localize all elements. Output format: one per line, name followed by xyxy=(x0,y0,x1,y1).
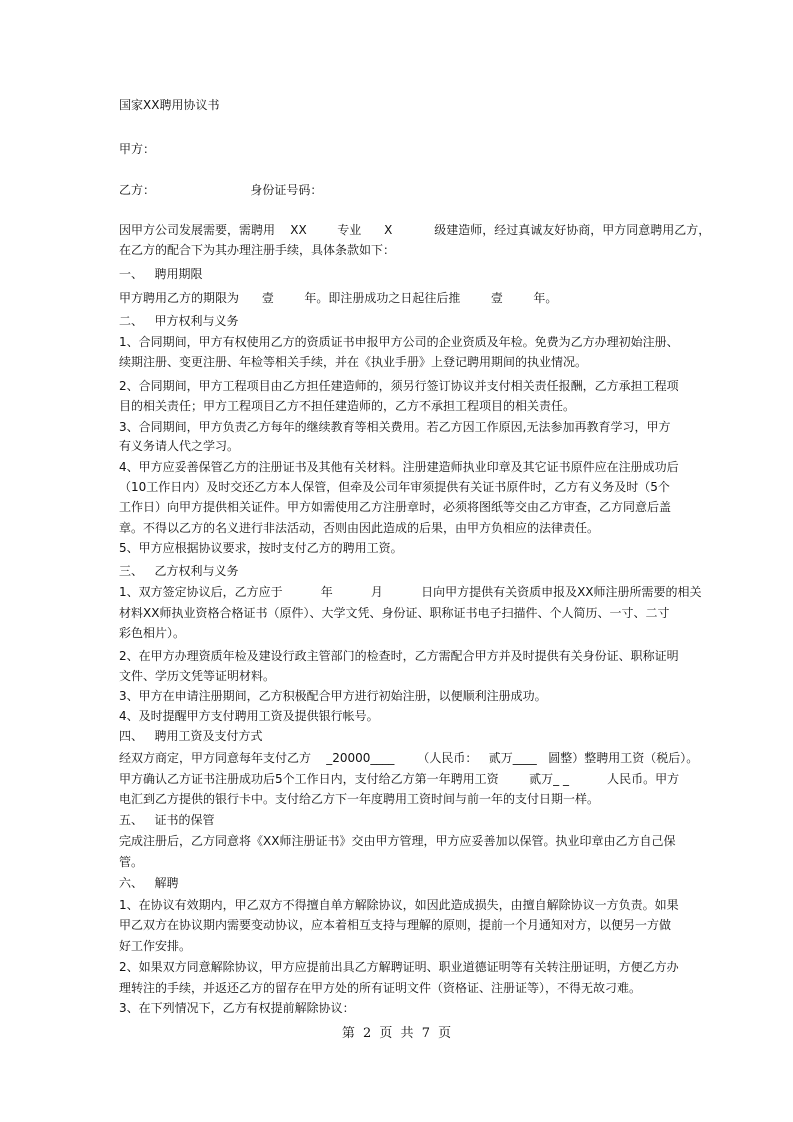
paragraph-line: 三、 乙方权利与义务 xyxy=(119,564,239,578)
paragraph-line: 四、 聘用工资及支付方式 xyxy=(119,729,263,743)
paragraph-line: 4、甲方应妥善保管乙方的注册证书及其他有关材料。注册建造师执业印章及其它证书原件应在注册成功后 xyxy=(119,460,679,474)
paragraph-line: 2、在甲方办理资质年检及建设行政主管部门的检查时，乙方需配合甲方并及时提供有关身份证、职称证明 xyxy=(119,649,679,663)
paragraph-line: 二、 甲方权利与义务 xyxy=(119,314,239,328)
paragraph-line: 3、甲方在申请注册期间，乙方积极配合甲方进行初始注册，以便顺利注册成功。 xyxy=(119,689,547,703)
paragraph-line: 理转注的手续，并返还乙方的留存在甲方处的所有证明文件（资格证、注册证等），不得无故刁难。 xyxy=(119,981,642,995)
paragraph-line: 2、如果双方同意解除协议，甲方应提前出具乙方解聘证明、职业道德证明等有关转注册证明，方便乙方办 xyxy=(119,960,679,974)
paragraph-line: 电汇到乙方提供的银行卡中。支付给乙方下一年度聘用工资时间与前一年的支付日期一样。 xyxy=(119,792,600,806)
page-number: 第 2 页 共 7 页 xyxy=(341,1026,452,1041)
paragraph-line: 1、在协议有效期内，甲乙双方不得擅自单方解除协议，如因此造成损失，由擅自解除协议一方负责。如果 xyxy=(119,898,679,912)
paragraph-line: 4、及时提醒甲方支付聘用工资及提供银行帐号。 xyxy=(119,709,379,723)
paragraph-line: 5、甲方应根据协议要求，按时支付乙方的聘用工资。 xyxy=(119,541,403,555)
paragraph-line: 六、 解聘 xyxy=(119,876,179,890)
party-b-line: 乙方： 身份证号码： xyxy=(119,183,323,197)
paragraph-line: 目的相关责任；甲方工程项目乙方不担任建造师的，乙方不承担工程项目的相关责任。 xyxy=(119,399,576,413)
paragraph-line: 五、 证书的保管 xyxy=(119,813,215,827)
paragraph-line: 甲方聘用乙方的期限为 壹 年。即注册成功之日起往后推 壹 年。 xyxy=(119,291,558,305)
paragraph-line: 一、 聘用期限 xyxy=(119,267,203,281)
paragraph-line: （10工作日内）及时交还乙方本人保管，但牵及公司年审须提供有关证书原件时，乙方有义务及时（5个 xyxy=(119,480,670,494)
paragraph-line: 1、合同期间，甲方有权使用乙方的资质证书申报甲方公司的企业资质及年检。免费为乙方办理初始注册、 xyxy=(119,335,679,349)
paragraph-line: 有义务请人代之学习。 xyxy=(119,439,240,453)
paragraph-line: 续期注册、变更注册、年检等相关手续，并在《执业手册》上登记聘用期间的执业情况。 xyxy=(119,355,588,369)
paragraph-line: 因甲方公司发展需要，需聘用 XX 专业 X 级建造师，经过真诚友好协商，甲方同意聘用乙方， xyxy=(119,223,711,237)
paragraph-line: 甲乙双方在协议期内需要变动协议，应本着相互支持与理解的原则，提前一个月通知对方，以便另一方做 xyxy=(119,918,672,932)
paragraph-line: 3、在下列情况下，乙方有权提前解除协议： xyxy=(119,1001,355,1015)
paragraph-line: 在乙方的配合下为其办理注册手续，具体条款如下： xyxy=(119,243,396,257)
paragraph-line: 好工作安排。 xyxy=(119,939,192,953)
paragraph-line: 经双方商定，甲方同意每年支付乙方 _20000____ （人民币： 贰万____ 圆整）整聘用工资（税后）。 xyxy=(119,751,699,765)
paragraph-line: 章。不得以乙方的名义进行非法活动，否则由因此造成的后果，由甲方负相应的法律责任。 xyxy=(119,521,600,535)
paragraph-line: 彩色相片）。 xyxy=(119,626,186,640)
paragraph-line: 材料XX师执业资格合格证书（原件）、大学文凭、身份证、职称证书电子扫描件、个人简历、一寸、二寸 xyxy=(119,606,670,620)
document-title: 国家XX聘用协议书 xyxy=(119,98,220,112)
paragraph-line: 2、合同期间，甲方工程项目由乙方担任建造师的，须另行签订协议并支付相关责任报酬，乙方承担工程项 xyxy=(119,379,679,393)
paragraph-line: 管。 xyxy=(119,855,144,869)
paragraph-line: 文件、学历文凭等证明材料。 xyxy=(119,669,276,683)
paragraph-line: 甲方确认乙方证书注册成功后5个工作日内，支付给乙方第一年聘用工资 贰万_ _ 人民币。甲方 xyxy=(119,772,680,786)
party-a-line: 甲方： xyxy=(119,142,156,156)
paragraph-line: 1、双方签定协议后，乙方应于 年 月 日向甲方提供有关资质申报及XX师注册所需要的相关 xyxy=(119,585,702,599)
paragraph-line: 完成注册后，乙方同意将《XX师注册证书》交由甲方管理，甲方应妥善加以保管。执业印章由乙方自己保 xyxy=(119,834,676,848)
paragraph-line: 3、合同期间，甲方负责乙方每年的继续教育等相关费用。若乙方因工作原因,无法参加再教育学习，甲方 xyxy=(119,420,671,434)
paragraph-line: 工作日）向甲方提供相关证件。甲方如需使用乙方注册章时，必须将图纸等交由乙方审查，乙方同意后盖 xyxy=(119,500,672,514)
